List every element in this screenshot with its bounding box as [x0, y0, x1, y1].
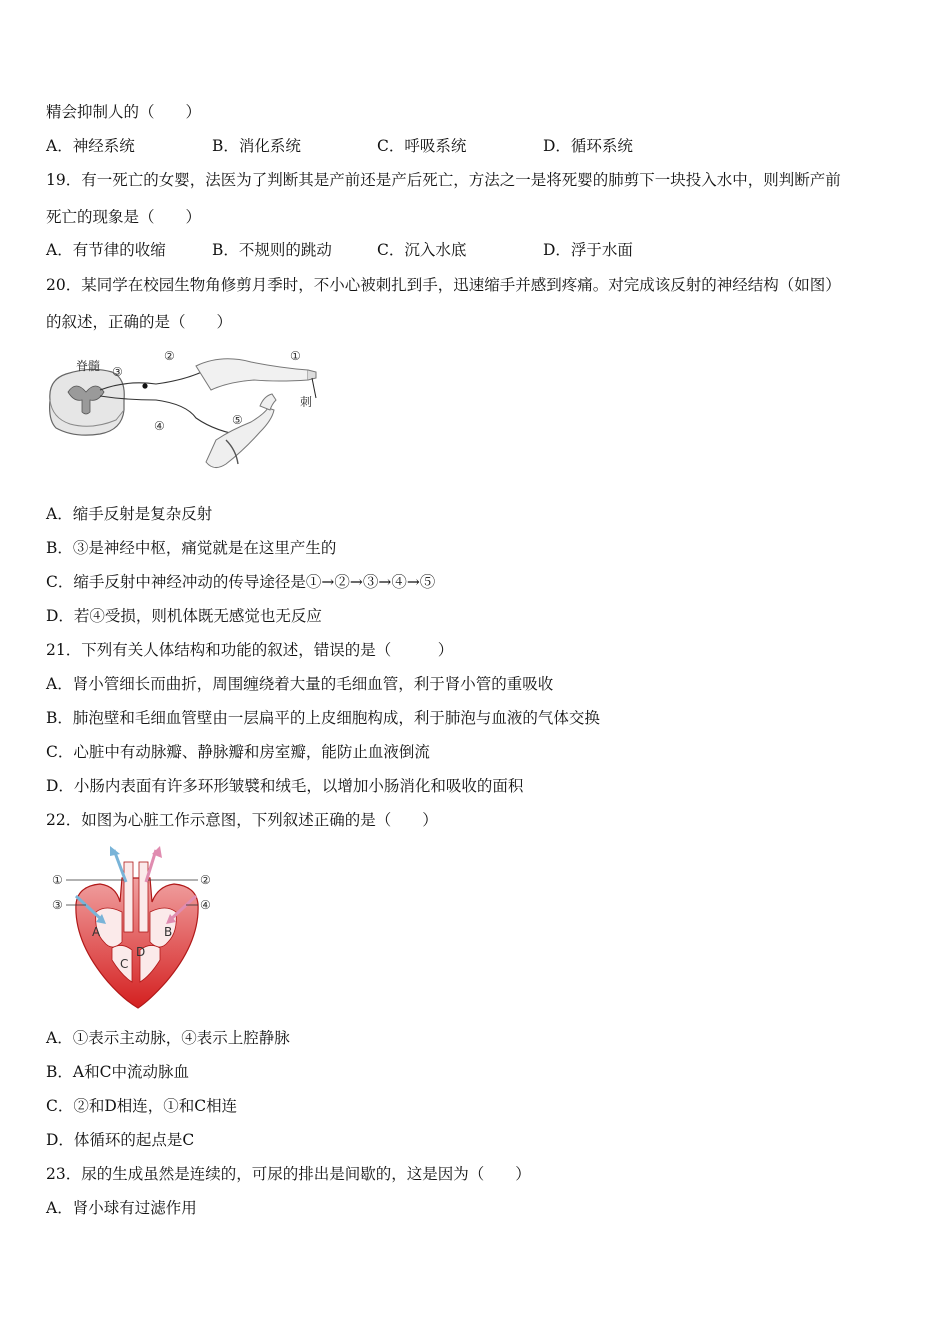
q20-option-d: D．若④受损，则机体既无感觉也无反应 [46, 607, 322, 625]
q22-stem: 22．如图为心脏工作示意图，下列叙述正确的是（ ） [46, 811, 438, 829]
q23-stem: 23．尿的生成虽然是连续的，可尿的排出是间歇的，这是因为（ ） [46, 1165, 531, 1183]
heart-mark-4: ④ [200, 898, 211, 912]
q20-option-c: C．缩手反射中神经冲动的传导途径是①→②→③→④→⑤ [46, 573, 436, 591]
q20-option-b: B．③是神经中枢，痛觉就是在这里产生的 [46, 539, 337, 557]
mark-5: ⑤ [232, 413, 243, 427]
q22-option-d: D．体循环的起点是C [46, 1131, 195, 1149]
mark-4: ④ [154, 419, 165, 433]
q18-option-d: D．循环系统 [543, 137, 633, 155]
heart-mark-2: ② [200, 873, 211, 887]
q22-option-c: C．②和D相连，①和C相连 [46, 1097, 238, 1115]
q21-option-d: D．小肠内表面有许多环形皱襞和绒毛，以增加小肠消化和吸收的面积 [46, 777, 524, 795]
q22-option-a: A．①表示主动脉，④表示上腔静脉 [46, 1029, 290, 1047]
q21-stem: 21．下列有关人体结构和功能的叙述，错误的是（ ） [46, 641, 454, 659]
mark-2: ② [164, 349, 175, 363]
q19-stem-line1: 19．有一死亡的女婴，法医为了判断其是产前还是产后死亡，方法之一是将死婴的肺剪下一块投入水中，则判断产前 [46, 171, 841, 189]
heart-diagram [46, 842, 226, 1012]
heart-mark-1: ① [52, 873, 63, 887]
q18-option-c: C．呼吸系统 [377, 137, 467, 155]
q23-option-a: A．肾小球有过滤作用 [46, 1199, 197, 1217]
q21-option-c: C．心脏中有动脉瓣、静脉瓣和房室瓣，能防止血液倒流 [46, 743, 430, 761]
chamber-d: D [136, 945, 146, 959]
q20-stem-line1: 20．某同学在校园生物角修剪月季时，不小心被刺扎到手，迅速缩手并感到疼痛。对完成该反射的神经结构（如图） [46, 276, 841, 294]
arm-illustration [196, 359, 316, 468]
mark-1: ① [290, 349, 301, 363]
q19-option-b: B．不规则的跳动 [212, 241, 332, 259]
q20-option-a: A．缩手反射是复杂反射 [46, 505, 213, 523]
q18-option-a: A．神经系统 [46, 137, 135, 155]
chamber-b: B [164, 925, 173, 939]
heart-mark-3: ③ [52, 898, 63, 912]
q19-option-c: C．沉入水底 [377, 241, 467, 259]
q21-option-a: A．肾小管细长而曲折，周围缠绕着大量的毛细血管，利于肾小管的重吸收 [46, 675, 554, 693]
q18-stem-tail: 精会抑制人的（ ） [46, 103, 202, 121]
q18-option-b: B．消化系统 [212, 137, 301, 155]
ganglion-dot [142, 383, 147, 388]
q22-option-b: B．A和C中流动脉血 [46, 1063, 189, 1081]
mark-3: ③ [112, 365, 123, 379]
thorn-label: 刺 [300, 395, 313, 409]
chamber-c: C [120, 957, 129, 971]
q19-stem-line2: 死亡的现象是（ ） [46, 208, 202, 226]
spinal-cord-label: 脊髓 [76, 359, 101, 373]
q19-option-d: D．浮于水面 [543, 241, 633, 259]
reflex-arc-diagram [46, 340, 326, 490]
chamber-a: A [92, 925, 101, 939]
q19-option-a: A．有节律的收缩 [46, 241, 166, 259]
q21-option-b: B．肺泡壁和毛细血管壁由一层扁平的上皮细胞构成，利于肺泡与血液的气体交换 [46, 709, 600, 727]
spinal-cord-illustration [50, 369, 125, 435]
q20-stem-line2: 的叙述，正确的是（ ） [46, 313, 233, 331]
